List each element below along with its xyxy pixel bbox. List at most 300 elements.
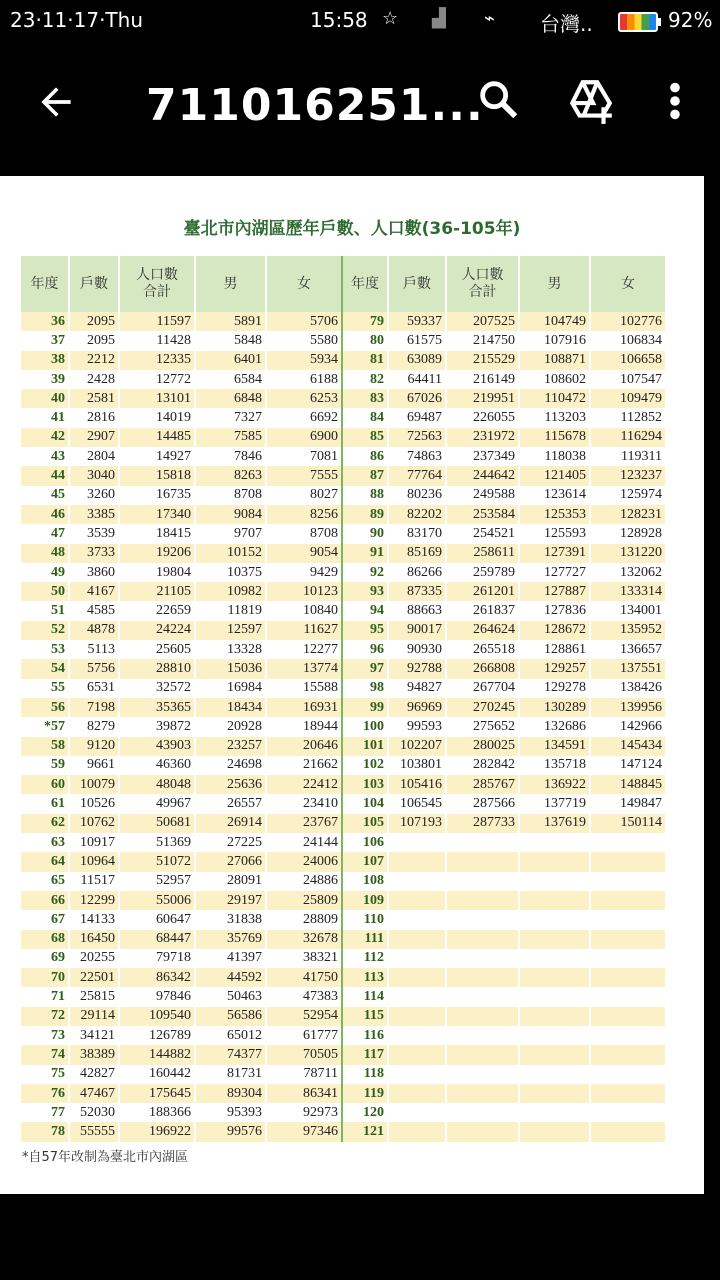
value-cell: 16450: [70, 930, 120, 949]
year-cell: 119: [343, 1084, 389, 1103]
value-cell: 4878: [70, 621, 120, 640]
value-cell: [447, 968, 520, 987]
year-cell: 48: [21, 544, 70, 563]
value-cell: 128861: [520, 640, 591, 659]
value-cell: 52957: [120, 872, 196, 891]
value-cell: 27225: [196, 833, 267, 852]
value-cell: 24224: [120, 621, 196, 640]
year-cell: 69: [21, 949, 70, 968]
value-cell: 10526: [70, 794, 120, 813]
value-cell: [591, 1122, 667, 1141]
year-cell: 118: [343, 1065, 389, 1084]
year-cell: 54: [21, 659, 70, 678]
value-cell: [389, 891, 447, 910]
value-cell: 275652: [447, 717, 520, 736]
value-cell: [447, 1084, 520, 1103]
table-row: [21, 679, 667, 698]
table-row: [21, 1065, 667, 1084]
value-cell: 82202: [389, 505, 447, 524]
value-cell: 135952: [591, 621, 667, 640]
value-cell: [447, 910, 520, 929]
table-row: [21, 698, 667, 717]
value-cell: 77764: [389, 466, 447, 485]
value-cell: [447, 852, 520, 871]
value-cell: [389, 1103, 447, 1122]
table-row: [21, 640, 667, 659]
table-row: [21, 582, 667, 601]
year-cell: 67: [21, 910, 70, 929]
value-cell: 264624: [447, 621, 520, 640]
year-cell: 45: [21, 486, 70, 505]
value-cell: 15036: [196, 659, 267, 678]
value-cell: 9429: [267, 563, 343, 582]
value-cell: 2816: [70, 408, 120, 427]
value-cell: 112852: [591, 408, 667, 427]
value-cell: 67026: [389, 389, 447, 408]
table-row: [21, 659, 667, 678]
value-cell: 34121: [70, 1026, 120, 1045]
value-cell: 160442: [120, 1065, 196, 1084]
value-cell: 16931: [267, 698, 343, 717]
value-cell: 87335: [389, 582, 447, 601]
value-cell: 69487: [389, 408, 447, 427]
value-cell: 259789: [447, 563, 520, 582]
value-cell: 145434: [591, 737, 667, 756]
value-cell: 41750: [267, 968, 343, 987]
value-cell: 61777: [267, 1026, 343, 1045]
value-cell: 10964: [70, 852, 120, 871]
table-title: 臺北市內湖區歷年戶數、人口數(36-105年): [183, 219, 521, 239]
value-cell: 144882: [120, 1045, 196, 1064]
year-cell: 99: [343, 698, 389, 717]
value-cell: 81731: [196, 1065, 267, 1084]
year-cell: 112: [343, 949, 389, 968]
value-cell: 70505: [267, 1045, 343, 1064]
year-cell: 50: [21, 582, 70, 601]
value-cell: 65012: [196, 1026, 267, 1045]
year-cell: 40: [21, 389, 70, 408]
value-cell: 282842: [447, 756, 520, 775]
value-cell: 126789: [120, 1026, 196, 1045]
table-row: [21, 428, 667, 447]
value-cell: 266808: [447, 659, 520, 678]
value-cell: 99593: [389, 717, 447, 736]
value-cell: 60647: [120, 910, 196, 929]
value-cell: 6401: [196, 351, 267, 370]
year-cell: 94: [343, 601, 389, 620]
year-cell: 66: [21, 891, 70, 910]
value-cell: [520, 1065, 591, 1084]
value-cell: 29197: [196, 891, 267, 910]
year-cell: 102: [343, 756, 389, 775]
value-cell: 80236: [389, 486, 447, 505]
year-cell: 46: [21, 505, 70, 524]
value-cell: 107193: [389, 814, 447, 833]
value-cell: 102207: [389, 737, 447, 756]
value-cell: 2907: [70, 428, 120, 447]
value-cell: 20928: [196, 717, 267, 736]
year-cell: 36: [21, 312, 70, 331]
value-cell: 12277: [267, 640, 343, 659]
value-cell: 56586: [196, 1007, 267, 1026]
value-cell: 10762: [70, 814, 120, 833]
document-title: 711016251...: [146, 80, 484, 131]
value-cell: 22501: [70, 968, 120, 987]
value-cell: [520, 891, 591, 910]
value-cell: 20255: [70, 949, 120, 968]
value-cell: 110472: [520, 389, 591, 408]
value-cell: 7198: [70, 698, 120, 717]
value-cell: 21105: [120, 582, 196, 601]
value-cell: 123614: [520, 486, 591, 505]
value-cell: 104749: [520, 312, 591, 331]
value-cell: 29114: [70, 1007, 120, 1026]
table-row: [21, 968, 667, 987]
table-row: [21, 621, 667, 640]
value-cell: 47467: [70, 1084, 120, 1103]
value-cell: 196922: [120, 1122, 196, 1141]
value-cell: 11517: [70, 872, 120, 891]
value-cell: 16984: [196, 679, 267, 698]
value-cell: 10152: [196, 544, 267, 563]
value-cell: 127887: [520, 582, 591, 601]
value-cell: 108602: [520, 370, 591, 389]
value-cell: 83170: [389, 524, 447, 543]
battery-icon: [618, 12, 658, 32]
value-cell: 226055: [447, 408, 520, 427]
year-cell: 55: [21, 679, 70, 698]
value-cell: 127727: [520, 563, 591, 582]
value-cell: 253584: [447, 505, 520, 524]
table-row: [21, 389, 667, 408]
table-row: [21, 466, 667, 485]
value-cell: 138426: [591, 679, 667, 698]
value-cell: 22412: [267, 775, 343, 794]
year-cell: 56: [21, 698, 70, 717]
value-cell: [520, 872, 591, 891]
value-cell: 74863: [389, 447, 447, 466]
value-cell: 99576: [196, 1122, 267, 1141]
value-cell: 137719: [520, 794, 591, 813]
value-cell: 96969: [389, 698, 447, 717]
value-cell: 89304: [196, 1084, 267, 1103]
value-cell: 287733: [447, 814, 520, 833]
year-cell: 71: [21, 987, 70, 1006]
value-cell: 136922: [520, 775, 591, 794]
value-cell: 9054: [267, 544, 343, 563]
value-cell: 3860: [70, 563, 120, 582]
value-cell: [389, 930, 447, 949]
value-cell: 6692: [267, 408, 343, 427]
year-cell: 63: [21, 833, 70, 852]
more-options-icon[interactable]: [660, 78, 690, 124]
value-cell: 12335: [120, 351, 196, 370]
value-cell: 42827: [70, 1065, 120, 1084]
value-cell: 86341: [267, 1084, 343, 1103]
value-cell: 43903: [120, 737, 196, 756]
table-row: [21, 987, 667, 1006]
value-cell: 28809: [267, 910, 343, 929]
year-cell: 101: [343, 737, 389, 756]
value-cell: [389, 1122, 447, 1141]
value-cell: [591, 930, 667, 949]
value-cell: [447, 930, 520, 949]
value-cell: 5756: [70, 659, 120, 678]
table-row: [21, 1084, 667, 1103]
value-cell: [591, 833, 667, 852]
table-row: [21, 930, 667, 949]
year-cell: 68: [21, 930, 70, 949]
value-cell: 121405: [520, 466, 591, 485]
column-header: 女: [267, 256, 343, 312]
value-cell: 188366: [120, 1103, 196, 1122]
value-cell: 2095: [70, 331, 120, 350]
value-cell: 88663: [389, 601, 447, 620]
value-cell: [591, 891, 667, 910]
table-row: [21, 408, 667, 427]
year-cell: 103: [343, 775, 389, 794]
value-cell: [520, 852, 591, 871]
table-row: [21, 814, 667, 833]
year-cell: 85: [343, 428, 389, 447]
value-cell: 52954: [267, 1007, 343, 1026]
value-cell: [591, 1065, 667, 1084]
value-cell: 2581: [70, 389, 120, 408]
value-cell: 25809: [267, 891, 343, 910]
year-cell: 91: [343, 544, 389, 563]
table-row: [21, 737, 667, 756]
value-cell: [389, 949, 447, 968]
value-cell: 28810: [120, 659, 196, 678]
value-cell: 148845: [591, 775, 667, 794]
search-icon[interactable]: [475, 76, 521, 122]
table-row: [21, 601, 667, 620]
year-cell: 52: [21, 621, 70, 640]
value-cell: 19804: [120, 563, 196, 582]
value-cell: 68447: [120, 930, 196, 949]
value-cell: [591, 1103, 667, 1122]
value-cell: 52030: [70, 1103, 120, 1122]
value-cell: 6900: [267, 428, 343, 447]
table-row: [21, 756, 667, 775]
value-cell: 3385: [70, 505, 120, 524]
year-cell: 89: [343, 505, 389, 524]
value-cell: 55555: [70, 1122, 120, 1141]
value-cell: [520, 1122, 591, 1141]
year-cell: 37: [21, 331, 70, 350]
table-row: [21, 370, 667, 389]
value-cell: [520, 949, 591, 968]
value-cell: 132062: [591, 563, 667, 582]
value-cell: [447, 1007, 520, 1026]
value-cell: 8708: [196, 486, 267, 505]
table-row: [21, 872, 667, 891]
value-cell: 150114: [591, 814, 667, 833]
column-header: 男: [520, 256, 591, 312]
value-cell: 128231: [591, 505, 667, 524]
population-table: [21, 256, 667, 1142]
year-cell: 80: [343, 331, 389, 350]
year-cell: 49: [21, 563, 70, 582]
value-cell: 61575: [389, 331, 447, 350]
value-cell: 137551: [591, 659, 667, 678]
value-cell: [520, 930, 591, 949]
value-cell: 27066: [196, 852, 267, 871]
value-cell: [591, 1026, 667, 1045]
year-cell: 59: [21, 756, 70, 775]
value-cell: 106834: [591, 331, 667, 350]
column-header: 人口數 合計: [447, 256, 520, 312]
year-cell: 108: [343, 872, 389, 891]
value-cell: 35365: [120, 698, 196, 717]
value-cell: 261201: [447, 582, 520, 601]
value-cell: 13774: [267, 659, 343, 678]
year-cell: 79: [343, 312, 389, 331]
value-cell: 9120: [70, 737, 120, 756]
value-cell: 135718: [520, 756, 591, 775]
value-cell: 287566: [447, 794, 520, 813]
value-cell: 86266: [389, 563, 447, 582]
status-bar: [0, 0, 720, 42]
year-cell: 115: [343, 1007, 389, 1026]
value-cell: [520, 968, 591, 987]
value-cell: 72563: [389, 428, 447, 447]
year-cell: 117: [343, 1045, 389, 1064]
value-cell: 6253: [267, 389, 343, 408]
value-cell: [447, 1026, 520, 1045]
year-cell: 111: [343, 930, 389, 949]
value-cell: 86342: [120, 968, 196, 987]
year-cell: 116: [343, 1026, 389, 1045]
value-cell: 50463: [196, 987, 267, 1006]
value-cell: 7327: [196, 408, 267, 427]
value-cell: 14133: [70, 910, 120, 929]
table-row: [21, 717, 667, 736]
value-cell: 18944: [267, 717, 343, 736]
value-cell: 5891: [196, 312, 267, 331]
value-cell: 74377: [196, 1045, 267, 1064]
back-arrow-icon[interactable]: [34, 80, 78, 124]
value-cell: 106658: [591, 351, 667, 370]
value-cell: 136657: [591, 640, 667, 659]
value-cell: 38321: [267, 949, 343, 968]
value-cell: 3040: [70, 466, 120, 485]
table-row: [21, 949, 667, 968]
value-cell: 13328: [196, 640, 267, 659]
year-cell: 95: [343, 621, 389, 640]
value-cell: 147124: [591, 756, 667, 775]
year-cell: 107: [343, 852, 389, 871]
value-cell: 10123: [267, 582, 343, 601]
value-cell: [447, 1065, 520, 1084]
value-cell: 113203: [520, 408, 591, 427]
value-cell: [520, 1045, 591, 1064]
value-cell: [520, 1026, 591, 1045]
value-cell: 175645: [120, 1084, 196, 1103]
value-cell: 115678: [520, 428, 591, 447]
value-cell: 23767: [267, 814, 343, 833]
value-cell: [591, 872, 667, 891]
value-cell: 3539: [70, 524, 120, 543]
year-cell: 96: [343, 640, 389, 659]
value-cell: 12597: [196, 621, 267, 640]
value-cell: 24006: [267, 852, 343, 871]
value-cell: 2804: [70, 447, 120, 466]
year-cell: 64: [21, 852, 70, 871]
table-row: [21, 852, 667, 871]
value-cell: 11428: [120, 331, 196, 350]
year-cell: 88: [343, 486, 389, 505]
add-to-drive-icon[interactable]: [566, 76, 616, 126]
value-cell: 270245: [447, 698, 520, 717]
value-cell: 8027: [267, 486, 343, 505]
year-cell: 39: [21, 370, 70, 389]
year-cell: 72: [21, 1007, 70, 1026]
year-cell: 73: [21, 1026, 70, 1045]
value-cell: 16735: [120, 486, 196, 505]
value-cell: 10917: [70, 833, 120, 852]
value-cell: 39872: [120, 717, 196, 736]
year-cell: 38: [21, 351, 70, 370]
value-cell: 142966: [591, 717, 667, 736]
year-cell: 51: [21, 601, 70, 620]
year-cell: 109: [343, 891, 389, 910]
value-cell: 103801: [389, 756, 447, 775]
year-cell: 78: [21, 1122, 70, 1141]
value-cell: 2212: [70, 351, 120, 370]
year-cell: 60: [21, 775, 70, 794]
value-cell: 50681: [120, 814, 196, 833]
value-cell: [389, 910, 447, 929]
value-cell: 123237: [591, 466, 667, 485]
value-cell: [591, 852, 667, 871]
value-cell: 55006: [120, 891, 196, 910]
year-cell: 93: [343, 582, 389, 601]
value-cell: [520, 1103, 591, 1122]
value-cell: 51369: [120, 833, 196, 852]
value-cell: 35769: [196, 930, 267, 949]
value-cell: 3733: [70, 544, 120, 563]
year-cell: 53: [21, 640, 70, 659]
year-cell: 42: [21, 428, 70, 447]
value-cell: 17340: [120, 505, 196, 524]
value-cell: [389, 833, 447, 852]
value-cell: [591, 949, 667, 968]
table-row: [21, 331, 667, 350]
value-cell: [591, 1084, 667, 1103]
value-cell: 6531: [70, 679, 120, 698]
value-cell: 23410: [267, 794, 343, 813]
table-row: [21, 447, 667, 466]
value-cell: [389, 1065, 447, 1084]
value-cell: 26557: [196, 794, 267, 813]
year-cell: 120: [343, 1103, 389, 1122]
value-cell: 59337: [389, 312, 447, 331]
value-cell: [389, 872, 447, 891]
table-row: [21, 544, 667, 563]
value-cell: 48048: [120, 775, 196, 794]
value-cell: 105416: [389, 775, 447, 794]
value-cell: 7555: [267, 466, 343, 485]
value-cell: 85169: [389, 544, 447, 563]
value-cell: 49967: [120, 794, 196, 813]
column-header: 人口數 合計: [120, 256, 196, 312]
value-cell: 4167: [70, 582, 120, 601]
value-cell: 108871: [520, 351, 591, 370]
value-cell: 90930: [389, 640, 447, 659]
value-cell: 44592: [196, 968, 267, 987]
value-cell: [447, 949, 520, 968]
